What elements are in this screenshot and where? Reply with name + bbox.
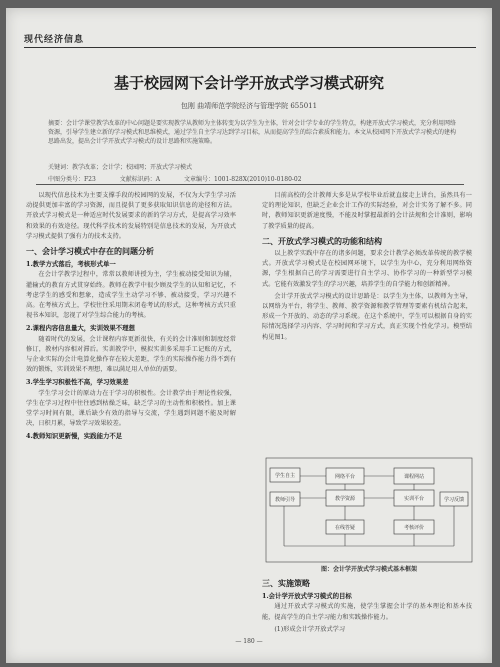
diagram-node-label: 课程网站	[403, 474, 425, 480]
paragraph-2-2: 会计学开放式学习模式的设计思路是：以学生为主体，以教师为主导，以网络为平台，将学生、教师、教学资源和教学管理等要素有机结合起来，形成一个开放的、动态的学习系统。在这个系统中，学生可以根据自身的实际情况选择学习内容、学习时间和学习方式，真正实现个性化学习。模型结构见图1。	[262, 292, 472, 341]
subheading-1-4: 4.教师知识更新慢，实践能力不足	[26, 432, 123, 441]
classification-row	[48, 174, 456, 183]
subheading-1-3: 3.学生学习积极性不高，学习效果差	[26, 378, 129, 387]
paragraph-2-1: 以上教学实践中存在的诸多问题，要求会计教学必须改革传统的教学模式。开放式学习模式是在校园网环境下，以学生为中心，充分利用网络资源，学生根据自己的学习需要进行自主学习、协作学习的一种新型学习模式。它能有效激发学生的学习兴趣，培养学生的自学能力和创新精神。	[262, 250, 472, 288]
diagram-node-label: 学生自主	[274, 473, 296, 479]
framework-diagram-svg	[264, 456, 474, 578]
author-line: 包刚 曲靖师范学院经济与管理学院 655011	[180, 102, 318, 110]
intro-paragraph: 以现代信息技术为主要支撑手段的校园网的发展，不仅为大学生学习活动提供更加丰富的学习资源，而且提供了更多获取知识信息的途径和方法。开放式学习模式是一种适应时代发展要求的新的学习方式，是提高学习效率和效果的有效途径。现代科学技术的发展特别是信息技术的发展，为开放式学习模式提供了强有力的技术支持。	[26, 192, 236, 240]
figure-caption: 图：会计学开放式学习模式基本框架	[320, 566, 417, 573]
meta-keywords-row	[48, 162, 456, 183]
doc-code: 文献标识码：A	[119, 176, 161, 183]
subheading-1-1: 1.教学方式落后，考核形式单一	[26, 260, 116, 269]
list-item-3-1: (1)形成会计学开放式学习	[274, 625, 346, 633]
paragraph-3-1: 通过开放式学习模式的实施，使学生掌握会计学的基本理论和基本技能，提高学生的自主学习能力和实践操作能力。	[262, 603, 472, 621]
diagram-node-label: 网络平台	[334, 474, 356, 480]
abstract: 摘要：会计学课堂教学改革的中心问题是要实现教学从教师为主体转变为以学生为主体，针对会计学专业的学生特点，构建开放式学习模式，充分利用网络资源，引导学生建立新的学习模式和思维模式，通过学生自主学习达到学习目标，从而提高学生的综合素质和能力。本文从校园网下开放式学习模式的建构思路出发，提出会计学开放式学习模式的设计思路和实施策略。	[48, 120, 457, 145]
paragraph-1-2: 随着时代的发展，会计课程内容更新很快，有关的会计准则和制度经常修订，教材内容相对滞后。实训教学中，模拟实训多采用手工记账的方式，与企业实际的会计电算化操作存在较大差距，学生的实际操作能力得不到有效的锻炼，实训效果不理想，难以满足用人单位的需要。	[26, 335, 236, 374]
journal-header: 现代经济信息	[24, 32, 476, 48]
subheading-1-2: 2.课程内容信息量大，实训效果不理想	[26, 324, 135, 333]
paragraph-1-3: 学生学习会计的原动力在于学习的积极性。会计教学由于理论性较强，学生在学习过程中往往感到枯燥乏味，缺乏学习的主动性和积极性。加上课堂学习时间有限，课后缺少有效的指导与交流，学生遇到问题不能及时解决，日积月累，导致学习效果较差。	[26, 389, 236, 428]
diagram-node-label: 学习反馈	[443, 497, 465, 503]
subheading-3-1: 1.会计学开放式学习模式的目标	[262, 592, 352, 601]
diagram-node-label: 考核评价	[403, 525, 425, 531]
diagram-node-label: 教师引导	[274, 497, 296, 503]
divider-rule	[36, 184, 464, 185]
diagram-node-label: 在线答疑	[334, 525, 356, 531]
right-column-continued	[262, 574, 472, 637]
paragraph-r-0: 目前高校的会计教师大多是从学校毕业后就直接走上讲台，虽然具有一定的理论知识，但缺乏企业会计工作的实际经验，对会计实务了解不多。同时，教师知识更新速度慢，不能及时掌握最新的会计法规和会计准则，影响了教学质量的提高。	[262, 192, 472, 230]
diagram-node-label: 教学资源	[334, 496, 356, 502]
article-title: 基于校园网下会计学开放式学习模式研究	[113, 74, 384, 92]
paragraph-1-1: 在会计学教学过程中，常常以教师讲授为主，学生被动接受知识为辅，灌输式的教育方式贯穿始终。教师在教学中很少顾及学生的认知和记忆，不考虑学生的感受和想象，造成学生主动学习不够、被动接受，学习兴趣不高。在考核方式上，学校往往采用期末闭卷考试的形式，这种考核方式只重视书本知识，忽视了对学生综合能力的考核。	[26, 271, 236, 320]
page-number: — 180 —	[235, 638, 263, 645]
section-heading-2: 二、开放式学习模式的功能和结构	[262, 236, 382, 246]
diagram-node-label: 实训平台	[403, 496, 425, 502]
classification: 中图分类号：F23	[48, 176, 96, 183]
framework-diagram	[264, 456, 474, 578]
right-column	[262, 191, 472, 345]
section-heading-1: 一、会计学习模式中存在的问题分析	[26, 247, 154, 257]
article-id: 文章编号：1001-828X(2010)10-0180-02	[184, 176, 302, 183]
journal-page	[6, 8, 492, 663]
left-column	[26, 191, 236, 443]
section-heading-3: 三、实施策略	[262, 579, 310, 588]
keywords: 关键词：教学改革；会计学；校园网；开放式学习模式	[48, 164, 193, 171]
